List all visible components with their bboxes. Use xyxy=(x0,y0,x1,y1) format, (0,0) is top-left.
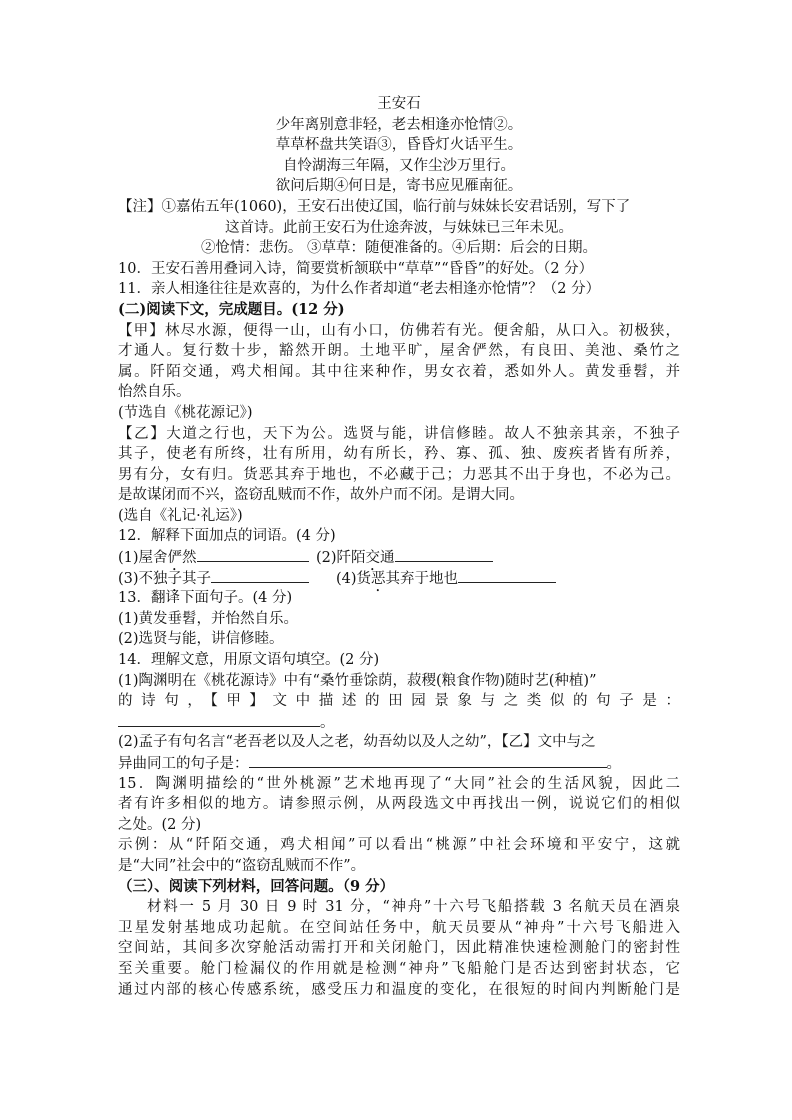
passage-jia-source: (节选自《桃花源记》) xyxy=(118,404,253,421)
question-14-part-1: (1)陶渊明在《桃花源诗》中有“桑竹垂馀荫，菽稷(粮食作物)随时艺(种植)” xyxy=(118,672,597,689)
question-14-part-2: (2)孟子有句名言“老吾老以及人之老，幼吾幼以及人之幼”，【乙】文中与之 xyxy=(118,734,596,751)
poem-author: 王安石 xyxy=(377,96,421,112)
answer-blank[interactable] xyxy=(249,753,607,768)
answer-blank[interactable] xyxy=(395,547,493,562)
question-13-sentence: (1)黄发垂髫，并怡然自乐。 xyxy=(118,610,299,627)
answer-blank[interactable] xyxy=(118,712,320,727)
question-12-item-4: (4)货恶其弃于地也 xyxy=(336,568,556,589)
passage-yi-source: (选自《礼记·礼运》) xyxy=(118,507,243,524)
question-15-line: 者有许多相似的地方。请参照示例，从两段选文中再找出一例，说说它们的相似 xyxy=(118,796,680,813)
question-15-line: 之处。(2 分) xyxy=(118,816,202,833)
question-14-part-1-answer: 。 xyxy=(118,712,680,733)
section-2-heading: (二)阅读下文，完成题目。(12 分) xyxy=(118,300,345,318)
poem-line: 少年离别意非轻，老去相逢亦怆情②。 xyxy=(275,116,523,133)
poem-note: 【注】①嘉佑五年(1060)，王安石出使辽国，临行前与妹妹长安君话别，写下了 xyxy=(118,198,631,215)
passage-jia-line: 属。阡陌交通，鸡犬相闻。其中往来种作，男女衣着，悉如外人。黄发垂髫，并 xyxy=(118,363,680,380)
poem-line: 自怜湖海三年隔，又作尘沙万里行。 xyxy=(283,157,515,174)
question-15-example: 是“大同”社会中的“盗窃乱贼而不作”。 xyxy=(118,857,366,874)
passage-yi-line: 是故谋闭而不兴，盗窃乱贼而不作，故外户而不闭。是谓大同。 xyxy=(118,487,524,504)
question-14-part-2-answer: 异曲同工的句子是： 。 xyxy=(118,753,680,774)
passage-jia-line: 怡然自乐。 xyxy=(118,384,191,401)
question-15-example: 示例：从“阡陌交通，鸡犬相闻”可以看出“桃源”中社会环境和平安宁，这就 xyxy=(118,837,680,854)
question-13-stem: 13．翻译下面句子。(4 分) xyxy=(118,590,293,607)
answer-blank[interactable] xyxy=(211,568,309,583)
question-12-item-2: (2)阡陌交通 xyxy=(316,547,493,568)
passage-yi-line: 【乙】大道之行也，天下为公。选贤与能，讲信修睦。故人不独亲其亲，不独子 xyxy=(118,425,680,442)
passage-yi-line: 男有分，女有归。货恶其弃于地也，不必藏于己；力恶其不出于身也，不必为己。 xyxy=(118,466,680,483)
section-3-heading: （三）、阅读下列材料，回答问题。（9 分） xyxy=(118,877,395,895)
question-12-stem: 12．解释下面加点的词语。(4 分) xyxy=(118,528,336,545)
poem-line: 草草杯盘共笑语③，昏昏灯火话平生。 xyxy=(275,137,523,154)
material-1-line: 通过内部的核心传感系统，感受压力和温度的变化，在很短的时间内判断舱门是 xyxy=(118,981,680,998)
poem-note: ②怆情：悲伤。 ③草草：随便准备的。④后期：后会的日期。 xyxy=(200,240,598,257)
material-1-line: 材料一 5 月 30 日 9 时 31 分，“神舟”十六号飞船搭载 3 名航天员在酒泉 xyxy=(147,899,680,916)
question-14-part-1: 的诗句，【甲】文中描述的田园景象与之类似的句子是： xyxy=(118,693,680,710)
question-12-item-1: (1)屋舍俨然 xyxy=(118,547,316,568)
passage-jia-line: 【甲】林尽水源，便得一山，山有小口，仿佛若有光。便舍船，从口入。初极狭， xyxy=(118,322,680,339)
material-1-line: 至关重要。舱门检漏仪的作用就是检测“神舟”飞船舱门是否达到密封状态，它 xyxy=(118,960,680,977)
passage-jia-line: 才通人。复行数十步，豁然开朗。土地平旷，屋舍俨然，有良田、美池、桑竹之 xyxy=(118,343,680,360)
document-content xyxy=(118,94,680,1000)
passage-yi-line: 其子，使老有所终，壮有所用，幼有所长，矜、寡、孤、独、废疾者皆有所养， xyxy=(118,446,680,463)
poem-line: 欲问后期④何日是，寄书应见雁南征。 xyxy=(275,178,523,195)
question-13-sentence: (2)选贤与能，讲信修睦。 xyxy=(118,631,284,648)
question-12-row xyxy=(118,568,680,589)
material-1-line: 空间站，其间多次穿舱活动需打开和关闭舱门，因此精准快速检测舱门的密封性 xyxy=(118,940,680,957)
material-1-line: 卫星发射基地成功起航。在空间站任务中，航天员要从“神舟”十六号飞船进入 xyxy=(118,919,680,936)
question-12-row xyxy=(118,547,680,568)
question-12-item-3: (3)不独子其子 xyxy=(118,568,336,589)
question-15-line: 15．陶渊明描绘的“世外桃源”艺术地再现了“大同”社会的生活风貌，因此二 xyxy=(118,775,680,792)
question-11: 11．亲人相逢往往是欢喜的，为什么作者却道“老去相逢亦怆情”？（2 分） xyxy=(118,281,601,298)
poem-note: 这首诗。此前王安石为仕途奔波，与妹妹已三年未见。 xyxy=(225,219,573,236)
question-10: 10．王安石善用叠词入诗，简要赏析颔联中“草草”“昏昏”的好处。（2 分） xyxy=(118,260,594,277)
answer-blank[interactable] xyxy=(197,547,309,562)
answer-blank[interactable] xyxy=(458,568,556,583)
question-14-stem: 14．理解文意，用原文语句填空。(2 分) xyxy=(118,652,380,669)
